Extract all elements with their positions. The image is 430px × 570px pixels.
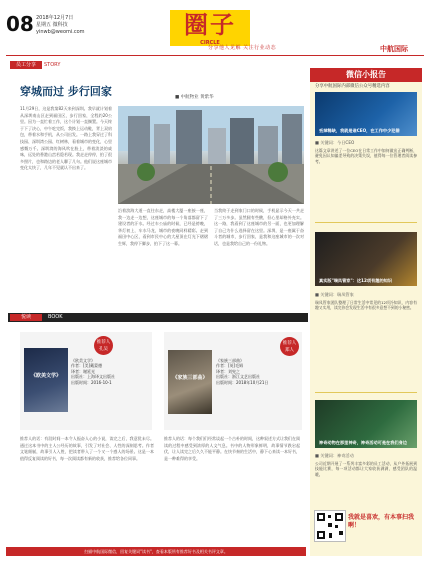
book-2-title: 《家族三部曲》 (216, 358, 244, 363)
sidebar-item-3-meta: ■ 关键词：神奇活动 (315, 453, 354, 458)
sidebar-divider (315, 222, 417, 223)
qr-code-image[interactable] (314, 510, 346, 542)
book-2-translator: 译者：刘宪之 (216, 368, 240, 374)
book-1-publisher: 出版社：上海译文出版社 (71, 374, 115, 380)
recommender-badge-2: 推荐人 郑人 (280, 337, 299, 356)
brand-name: 中航国际 (380, 45, 408, 53)
sidebar-title: 微信小报告 (310, 68, 422, 82)
sidebar-intro: 分享中航国际内部微信公众号精选内容 (315, 84, 390, 89)
book-info-1 (71, 358, 149, 385)
sidebar-image-3[interactable] (315, 400, 417, 448)
sidebar-item-2-meta: ■ 关键词：瑞凤管家 (315, 292, 354, 297)
book-1-title: 《欧美文学》 (71, 358, 95, 363)
book-cover-1-title: 《欧美文学》 (30, 373, 61, 379)
sidebar-item-1-text: 这篇文章讲述了一位CEO在日常工作中如何做出正确判断，避免因认知偏差导致的决策失误，值得每一位管理者阅读参考。 (315, 148, 417, 164)
book-cover-2 (168, 350, 212, 414)
sidebar-item-3-text: 公司近期开展了一系列丰富多彩的员工活动，从户外拓展到技能比赛，每一项活动都让大家收获满满，感受团队的温暖。 (315, 461, 417, 477)
story-column-3: 当我终于走到家门口的时候，手机显示今天一共走了三万多步。虽然腿有些酸，但心里却格外充实。这一路，我看到了这座城市的另一面，也更加理解了自己为什么选择留在这里。深圳，是一座属于奋斗者的城市，步行回家，是我和这座城市的一次对话，也是我给自己的一份礼物。 (214, 208, 304, 246)
section-tag-sub: STORY (44, 62, 61, 68)
sidebar-image-1-caption: 丢掉稀缺，我就是谁CEO，在工作中少犯错 (319, 128, 400, 133)
book-section-tag: 悦读 (10, 314, 42, 321)
issue-date: 2018年12月7日 (36, 15, 74, 21)
sidebar-item-1-meta: ■ 关键词：今日CEO (315, 140, 355, 145)
story-column-1: 11月29日，这是我第82天来到深圳。我早就计划着从深圳南山区走到福田区，步行回家，全程约20公里。因为一直忙着工作，这个计划一直搁置。今天终于下了决心，中午吃完饭，我换上运动鞋，背上双肩包，带着水和手机，从公司出发。一路上我穿过了科技园、深圳湾公园、红树林，看着城市的变化，心里感慨万千。深圳湾的海风吹在脸上，带着淡淡的咸味，远处的香港山峦若隐若现。我走走停停，拍了很多照片，也和路边的老人聊了几句。他们说这座城市变化太快了，几年不见就认不出来了。 (20, 106, 112, 171)
page-slogan: 分享他人见解 关注行业动态 (208, 45, 277, 51)
sidebar-image-1[interactable] (315, 92, 417, 136)
sidebar-image-3-caption: 神奇动物在那里神奇，神奇活动可是在我们身边 (319, 440, 407, 445)
issue-weekday: 星期五 微科技 (36, 22, 68, 28)
photo-illustration (118, 106, 304, 204)
story-title: 穿城而过 步行回家 (20, 85, 112, 98)
story-byline: ■ 中航物业 黄紫华 (175, 95, 214, 100)
book-1-author: 作者：[美]戴蒙德 (71, 363, 103, 369)
story-column-2: 沿着滨海大道一直往东走，高楼大厦一座接一座，我一边走一边想，这座城市的每一个角落都留下了建设者的汗水。经过车公庙的时候，已经是傍晚，华灯初上，车水马龙，城市的夜晚同样精彩。走到福田中心区，看到市民中心的大屋顶在灯光下熠熠生辉，我停下脚步，拍下了这一幕。 (118, 208, 208, 246)
header-rule (6, 55, 424, 56)
book-review-1: 推荐人的话：有段时间一本令人振奋人心的小说，读完之后，我意犹未尽。通过这本书中的主人公经历的故事，引发了对社会、人性的深刻思考。作者文笔细腻，故事引人入胜，把读者带入了一个又一个感人的场景。这是一本值得反复阅读的好书，每一次阅读都有新的收获，推荐给各位同事。 (20, 436, 154, 461)
page-title: 圈子 (170, 10, 250, 40)
book-2-date: 出版时间：2018年10月21日 (216, 379, 269, 385)
book-2-publisher: 出版社：浙江文艺出版社 (216, 374, 260, 380)
book-cover-1 (24, 348, 68, 412)
page-title-label: CIRCLE (170, 40, 250, 46)
sidebar-image-2-caption: 真实版"瑞凤管家"：这12项有趣的知识 (319, 278, 393, 283)
sidebar-image-2[interactable] (315, 232, 417, 286)
book-1-date: 出版时间：2016-10-1 (71, 379, 112, 385)
book-info-2 (216, 358, 300, 385)
book-review-2: 推荐人的话：每个我们们经常谈起一个古朴的时间，这种叙述方式让我们在阅读的过程中感受到浓厚的人文气息。书中的人物形象鲜明，故事情节跌宕起伏，让人读完之后久久不能平静。在快节奏的生活中，静下心来读一本好书，是一种难得的享受。 (164, 436, 300, 461)
city-street-photo (118, 106, 304, 204)
section-tag: 员工分享 (10, 61, 42, 69)
qr-call-to-action: 我就是喜欢，有本事扫我啊！ (348, 514, 415, 529)
page-number: 08 (6, 12, 34, 36)
footer-note: 扫描中航国际微信，回复关键词"读书"，查看本版所有推荐好书及相关书评文章。 (6, 547, 306, 556)
sidebar-divider (315, 392, 417, 393)
qr-code-icon (315, 511, 345, 541)
recommender-badge-1: 推荐人 孔吴 (94, 336, 113, 355)
book-2-author: 作者：[英]毛姆 (216, 363, 244, 369)
book-cover-2-title: 《家族三部曲》 (172, 375, 208, 381)
book-1-translator: 译者：谢延光 (71, 368, 95, 374)
book-section-label: BOOK (48, 314, 63, 320)
issue-email: yinwb@weomi.com (36, 29, 85, 35)
sidebar-item-2-text: 瑞凤管家团队整理了日常生活中常见的12项冷知识，内容有趣又实用，读完你会发现生活中有很多意想不到的小秘密。 (315, 300, 417, 311)
issue-meta (36, 15, 106, 36)
